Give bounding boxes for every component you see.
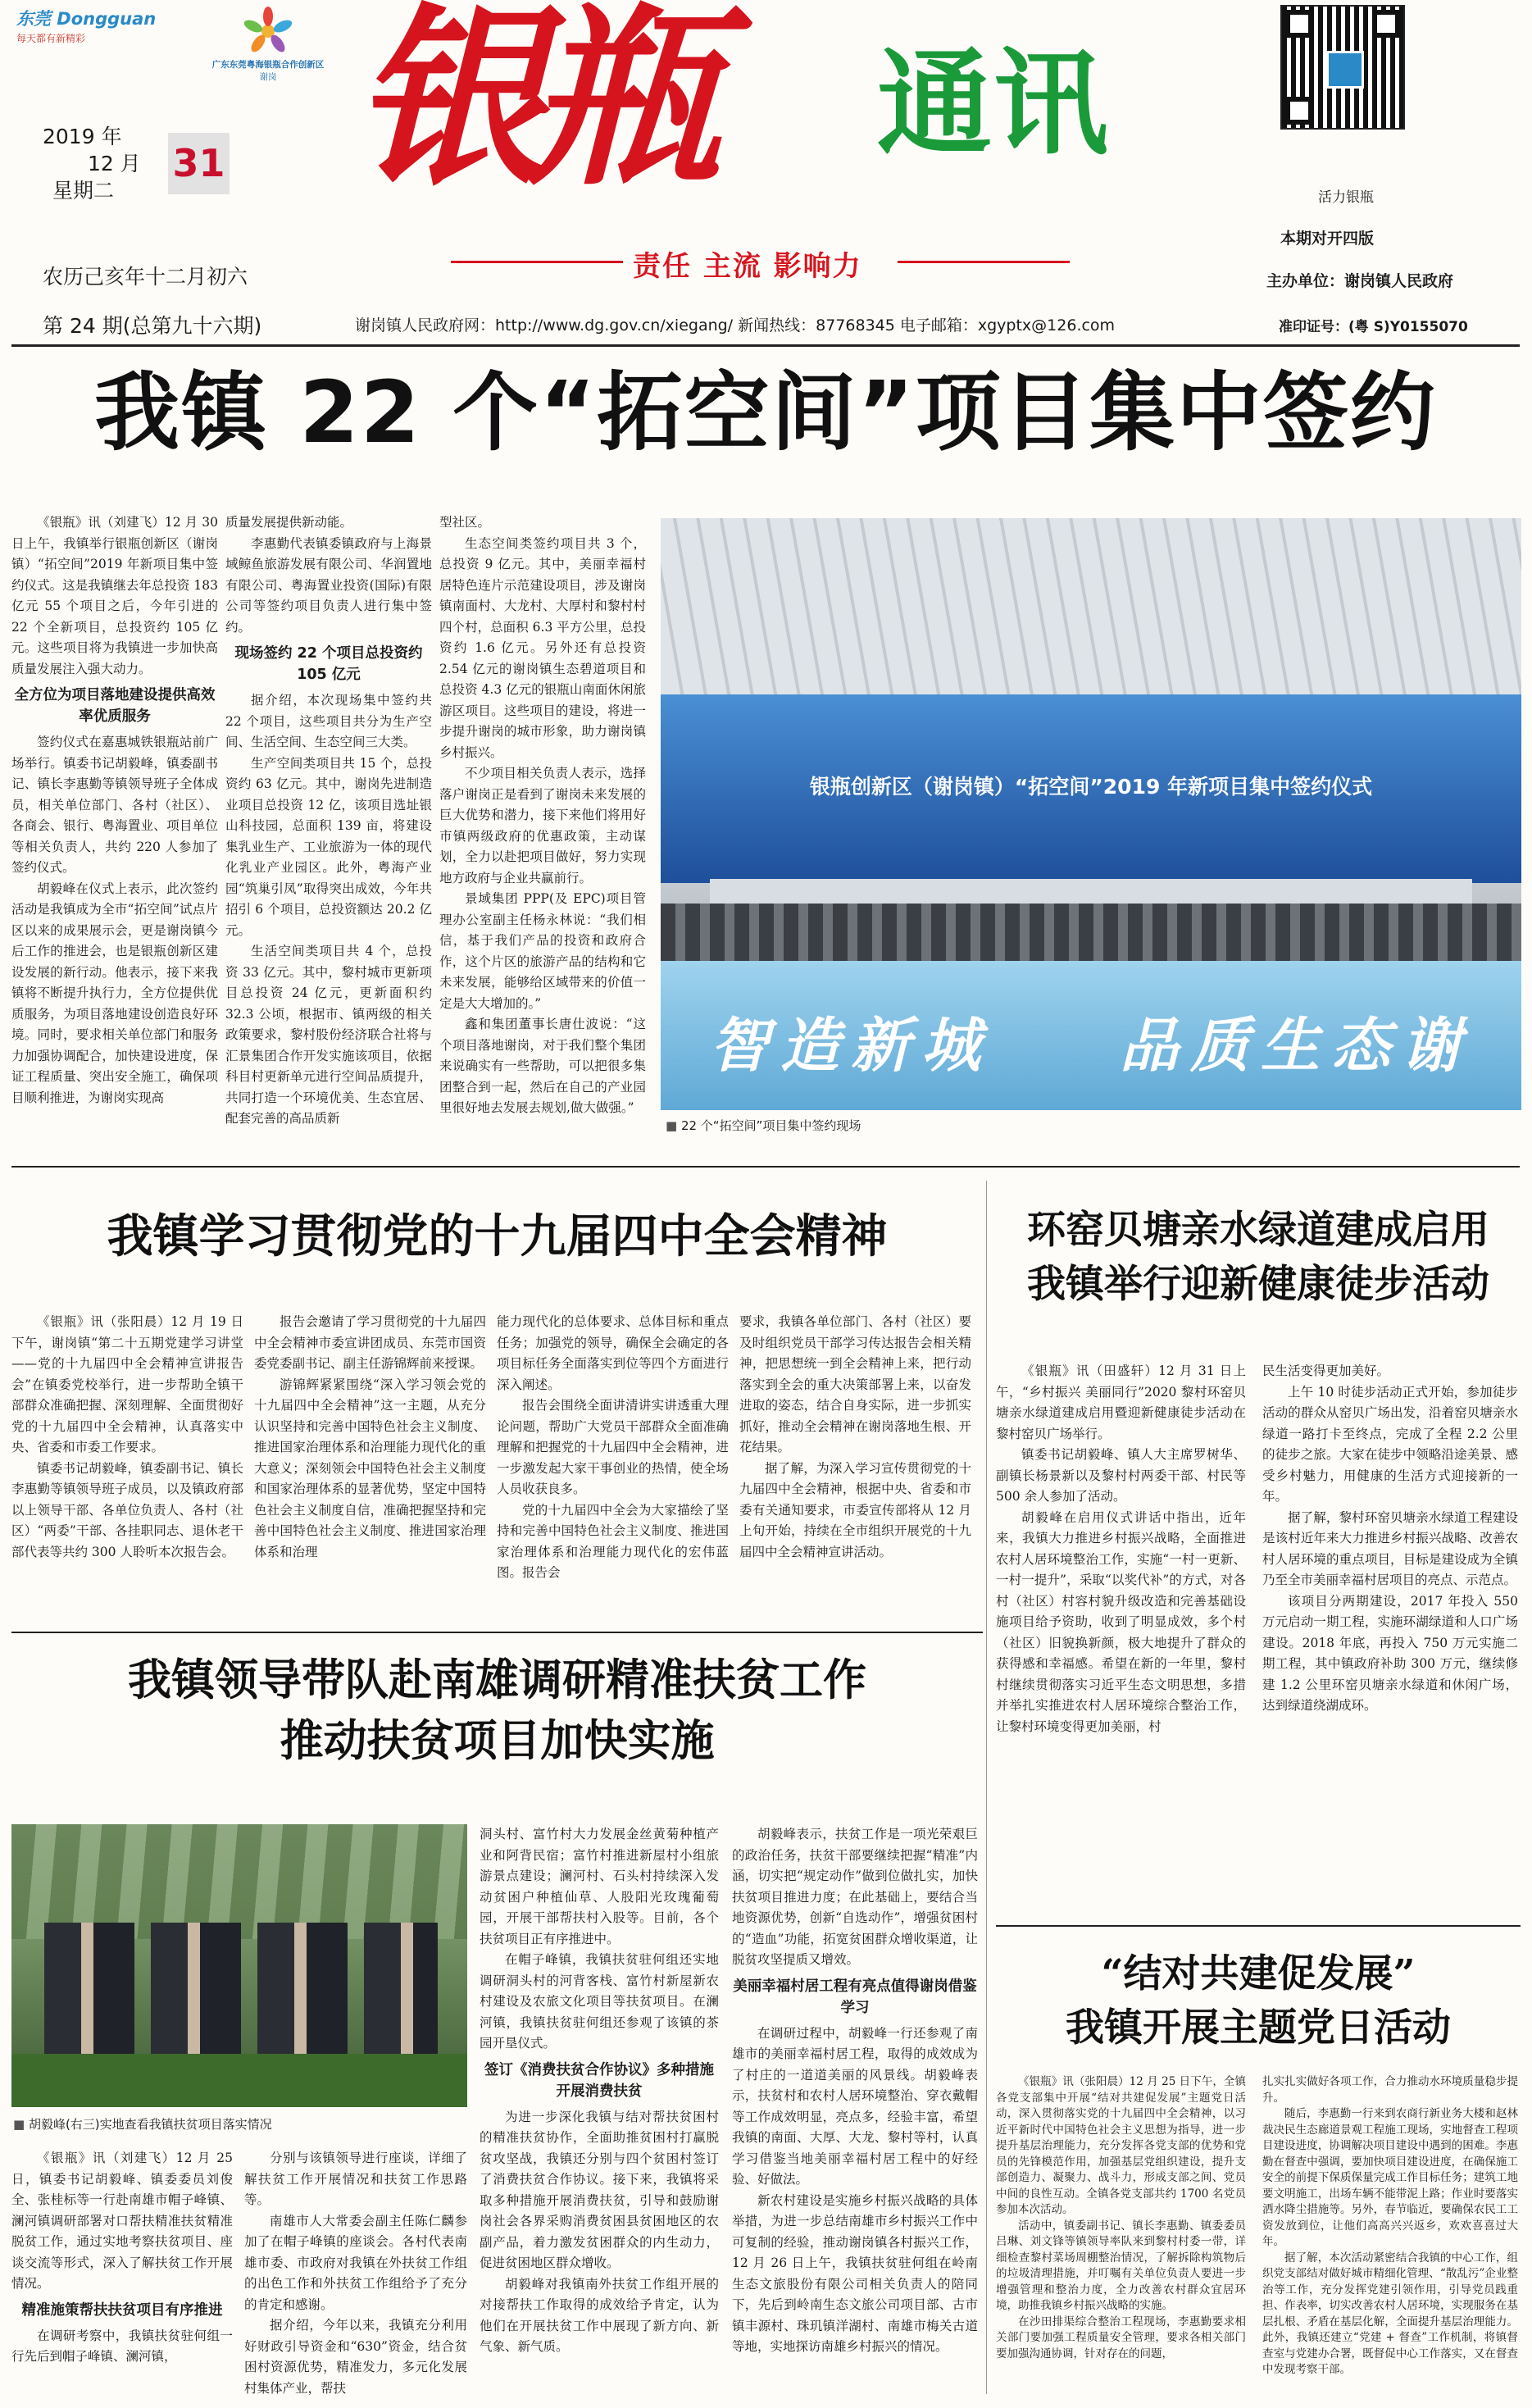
article2-p4: 游锦辉紧紧围绕“深入学习领会党的十九届四中全会精神”这一主题，从充分认识坚持和完善中国特色社会主义制度、推进国家治理体系和治理能力现代化的重大意义；深刻领会中国特色社会主义制度和国家治理体系的显著优势，坚定中国特色社会主义制度自信，准确把握坚持和完善中国特色社会主义制度、推进国家治理体系和治理 [254, 1377, 486, 1559]
slogan-rule-right [898, 261, 1070, 263]
article4-headline-line2: 推动扶贫项目加快实施 [280, 1715, 715, 1766]
article3-p6: 据了解，黎村环窑贝塘亲水绿道工程建设是该村近年来大力推进乡村振兴战略、改善农村人居环境的重点项目，目标是建设成为全镇乃至全市美丽幸福村居项目的亮点、示范点。 [1262, 1509, 1518, 1587]
article1-p2: 签约仪式在嘉惠城铁银瓶站前广场举行。镇委书记胡毅峰，镇委副书记、镇长李惠勤等镇领导班子全体成员，相关单位部门、各村（社区）、各商会、银行、粤海置业、项目单位等相关负责人，共约 220 人参加了签约仪式。 [11, 735, 218, 875]
article3-p1: 《银瓶》讯（田盛轩）12 月 31 日上午，“乡村振兴 美丽同行”2020 黎村环窑贝塘亲水绿道建成启用暨迎新健康徒步活动在黎村窑贝广场举行。 [996, 1363, 1246, 1441]
date-year: 2019 年 [43, 125, 122, 148]
weekday: 星期二 [52, 179, 115, 203]
article1-photo [661, 518, 1521, 1110]
article5-p5: 随后，李惠勤一行来到农商行新业务大楼和赵林裁决民生态廊道景观工程施工现场，实地督查工程项目建设进度，协调解决项目建设中遇到的困难。李惠勤在督查中强调，要加快项目建设进度，在确保施工安全的前提下保质保量完成工作目标任务；建筑工地要文明施工，出场车辆不能带泥上路；作业时要落实洒水降尘措施等。另外，春节临近，要确保农民工工资发放到位，让他们高高兴兴返乡，欢欢喜喜过大年。 [1262, 2107, 1518, 2248]
lunar-date: 农历己亥年十二月初六 [43, 265, 248, 289]
dongguan-logo-text: 东莞 Dongguan [16, 9, 157, 29]
article1-p3: 胡毅峰在仪式上表示，此次签约活动是我镇成为全市“拓空间”试点片区以来的成果展示会，更是谢岗镇今后工作的推进会，也是银瓶创新区建设发展的新行动。他表示，接下来我镇将不断提升执行力，全方位提供优质服务，为项目落地建设创造良好环境。同时，要求相关单位部门和服务力加强协调配合，加快建设进度，保证工程质量、突出安全施工，确保项目顺利推进，为谢岗实现高 [11, 881, 218, 1105]
region-logo-text: 广东东莞粤海银瓶合作创新区 [211, 60, 325, 70]
title-green: 通讯 [877, 38, 1111, 171]
photo-plants [11, 2054, 467, 2107]
article4-headline [11, 1650, 983, 1771]
article2-col1 [11, 1312, 243, 1563]
photo-sign-left: 智造新城 [710, 1011, 993, 1080]
article1-p5: 李惠勤代表镇委镇政府与上海景域鲸鱼旅游发展有限公司、华润置地有限公司、粤海置业投资(国际)有限公司等签约项目负责人进行集中签约。 [225, 535, 432, 635]
article4-p12: 新农村建设是实施乡村振兴战略的具体举措，为进一步总结南雄市乡村振兴工作中可复制的经验，推动谢岗镇各村振兴工作，12 月 26 日上午，我镇扶贫驻何组在岭南生态文旅股份有限公司相关负责人的陪同下，先后到岭南生态文旅公司项目部、古市镇丰源村、珠玑镇洋湖村、南雄市梅关古道等地，实地探访南雄乡村振兴的情况。 [732, 2192, 978, 2354]
article4-caption: ■ 胡毅峰(右三)实地查看我镇扶贫项目落实情况 [13, 2115, 272, 2133]
article3-headline-line2: 我镇举行迎新健康徒步活动 [1027, 1262, 1489, 1307]
article2-p3: 报告会邀请了学习贯彻党的十九届四中全会精神市委宣讲团成员、东莞市国资委党委副书记、副主任游锦辉前来授课。 [254, 1314, 486, 1371]
article3-p3: 胡毅峰在启用仪式讲话中指出，近年来，我镇大力推进乡村振兴战略，全面推进农村人居环境整治工作，实施“一村一更新、一村一提升”，采取“以奖代补”的方式，对各村（社区）村容村貌升级改造和完善基础设施项目给予资助，收到了明显成效，多个村（社区）旧貌换新颜，极大地提升了群众的获得感和幸福感。希望在新的一年里，黎村村继续贯彻落实习近平生态文明思想，多措并举扎实推进农村人居环境综合整治工作，让黎村环境变得更加美丽，村 [996, 1509, 1246, 1734]
article1-p4: 质量发展提供新动能。 [225, 515, 353, 530]
article4-subhead1: 精准施策帮扶扶贫项目有序推进 [21, 2301, 223, 2319]
photo-signing-table [710, 879, 1472, 904]
article1-subhead2: 现场签约 22 个项目总投资约 105 亿元 [234, 645, 423, 683]
article3-p7: 该项目分两期建设，2017 年投入 550 万元启动一期工程，实施环湖绿道和人口广场建设。2018 年底，再投入 750 万元实施二期工程，其中镇政府补助 300 万元，继续修建 1.2 公里环窑贝塘亲水绿道和休闲广场，达到绿道绕湖成环。 [1262, 1593, 1518, 1713]
dongguan-logo [16, 8, 184, 70]
article1-caption: ■ 22 个“拓空间”项目集中签约现场 [666, 1117, 861, 1134]
article5-headline-line2: 我镇开展主题党日活动 [1066, 2005, 1451, 2051]
article1-p9: 型社区。 [439, 515, 491, 530]
article3-p4: 民生活变得更加美好。 [1262, 1363, 1390, 1378]
article5-p2: 活动中，镇委副书记、镇长李惠勤、镇委委员吕琳、刘文锋等镇领导率队来到黎村村委一带，详细检查黎村菜场周棚整治情况，了解拆除构筑物后的垃圾清理措施，并叮嘱有关单位负责人要进一步增强管理和整治力度，全力改善农村群众宜居环境，助推我镇乡村振兴战略的实施。 [996, 2219, 1246, 2312]
article4-p4: 南雄市人大常委会副主任陈仁麟参加了在帽子峰镇的座谈会。各村代表南雄市委、市政府对我镇在外扶贫工作组的出色工作和外扶贫工作组给予了充分的肯定和感谢。 [244, 2213, 467, 2312]
article1-p10: 生态空间类签约项目共 3 个，总投资 9 亿元。其中，美丽幸福村居特色连片示范建设项目，涉及谢岗镇南面村、大龙村、大厚村和黎村村四个村，总面积 6.3 平方公里，总投资约 1.6 亿元。另外还有总投资 2.54 亿元的谢岗镇生态碧道项目和总投资 4.3 亿元的银瓶山南面休闲旅游区项目。这些项目的建设，将进一步提升谢岗的城市形象，助力谢岗镇乡村振兴。 [439, 535, 646, 760]
article4-p8: 为进一步深化我镇与结对帮扶贫困村的精准扶贫协作，全面助推贫困村打赢脱贫攻坚战，我镇还分别与四个贫困村签订了消费扶贫合作协议。接下来，我镇将采取多种措施开展消费扶贫，引导和鼓励谢岗社会各界采购消费贫困县贫困地区的农副产品，着力激发贫困群众的内生动力，促进贫困地区群众增收。 [480, 2109, 719, 2270]
qr-label: 活力银瓶 [1318, 189, 1374, 206]
article4-col2 [244, 2148, 467, 2399]
article4-p11: 在调研过程中，胡毅峰一行还参观了南雄市的美丽幸福村居工程，取得的成效成为了村庄的一道道美丽的风景线。胡毅峰表示，扶贫村和农村人居环境整治、穿衣戴帽等工作成效明显，亮点多，经验丰富，希望我镇的南面、大厚、大龙、黎村等村，认真学习借鉴当地美丽幸福村居工程中的好经验、好做法。 [732, 2025, 978, 2187]
article1-p12: 景域集团 PPP(及 EPC)项目管理办公室副主任杨永林说：“我们相信，基于我们产品的投资和政府合作，这个片区的旅游产品的结构和它未来发展，能够给区域带来的价值一定是大大增加的。” [439, 891, 646, 1011]
article2-col4 [739, 1312, 971, 1563]
article1-col2 [225, 512, 432, 1130]
article3-col1 [996, 1361, 1246, 1737]
photo-tent-roof [661, 518, 1521, 694]
article4-p7: 在帽子峰镇，我镇扶贫驻何组还实地调研洞头村的河背客栈、富竹村新屋新农村建设及农旅文化项目等扶贫项目。在澜河镇，我镇扶贫驻何组还参观了该镇的茶园开垦仪式。 [480, 1952, 719, 2051]
date-month: 12 月 [88, 152, 141, 175]
article4-p9: 胡毅峰对我镇南外扶贫工作组开展的对接帮扶工作取得的成效给予肯定，认为他们在开展扶贫工作中展现了新方向、新气象、新气质。 [480, 2276, 719, 2354]
region-logo [190, 7, 346, 93]
article5-col1 [996, 2074, 1246, 2362]
qr-center-logo-icon [1326, 51, 1364, 89]
article4-photo [11, 1824, 467, 2107]
article4-p1: 《银瓶》讯（刘建飞）12 月 25 日，镇委书记胡毅峰、镇委委员刘俊全、张桂标等一行赴南雄市帽子峰镇、澜河镇调研部署对口帮扶精准扶贫精准脱贫工作，通过实地考察扶贫项目、座谈交流等形式，深入了解扶贫工作开展情况。 [11, 2151, 233, 2291]
slogan-rule-left [451, 261, 623, 263]
slogan: 责任 主流 影响力 [633, 250, 862, 283]
article2-col2 [254, 1312, 486, 1563]
date-day-badge: 31 [168, 133, 230, 194]
article3-p5: 上午 10 时徒步活动正式开始，参加徒步活动的群众从窑贝广场出发，沿着窑贝塘亲水绿道一路打卡至终点，完成了全程 2.2 公里的徒步之旅。大家在徒步中领略沿途美景、感受乡村魅力，用健康的生活方式迎接新的一年。 [1262, 1384, 1518, 1504]
article4-p10: 胡毅峰表示，扶贫工作是一项光荣艰巨的政治任务，扶贫干部要继续把握“精准”内涵，切实把“规定动作”做到位做扎实，加快扶贫项目推进力度；在此基础上，要结合当地资源优势，创新“自选动作”，增强贫困村的“造血”功能，拓宽贫困群众增收渠道，让脱贫攻坚提质又增效。 [732, 1827, 978, 1967]
article4-headline-line1: 我镇领导带队赴南雄调研精准扶贫工作 [128, 1655, 866, 1705]
article2-headline: 我镇学习贯彻党的十九届四中全会精神 [107, 1209, 888, 1263]
article2-p5: 能力现代化的总体要求、总体目标和重点任务；加强党的领导，确保全会确定的各项目标任务全面落实到位等四个方面进行深入阐述。 [497, 1314, 729, 1392]
photo-audience [661, 904, 1521, 961]
photo-sign-right: 品质生态谢 [1120, 1011, 1473, 1080]
article3-headline [996, 1204, 1521, 1312]
article5-p3: 在沙田排渠综合整治工程现场，李惠勤要求相关部门要加强工程质量安全管理，要求各相关部门要加强沟通协调，针对存在的问题， [996, 2315, 1246, 2360]
qr-code[interactable] [1280, 5, 1405, 130]
article3-p2: 镇委书记胡毅峰、镇人大主席罗树华、副镇长杨景新以及黎村村两委干部、村民等 500 余人参加了活动。 [996, 1447, 1246, 1504]
article1-p13: 鑫和集团董事长唐仕波说：“这个项目落地谢岗，对于我们整个集团来说确实有一些帮助，可以把很多集团整合到一起，然后在自己的产业园里很好地去发展去规划,做大做强。” [439, 1017, 646, 1115]
article4-p6: 洞头村、富竹村大力发展金丝黄菊种植产业和阿背民宿；富竹村推进新屋村小组旅游景点建设；澜河村、石头村持续深入发动贫困户种植仙草、人股阳光玫瑰葡萄园，开展干部帮扶村入股等。目前，各个扶贫项目正有序推进中。 [480, 1827, 719, 1946]
article2-p9: 据了解，为深入学习宣传贯彻党的十九届四中全会精神，根据中央、省委和市委有关通知要求，市委宣传部将从 12 月上旬开始，持续在全市组织开展党的十九届四中全会精神宣讲活动。 [739, 1460, 971, 1559]
column-divider-right [986, 1181, 987, 2394]
photo-banner-text: 银瓶创新区（谢岗镇）“拓空间”2019 年新项目集中签约仪式 [809, 775, 1373, 799]
article4-col1 [11, 2148, 233, 2368]
photo-trees [11, 1824, 467, 1939]
article4-subhead3: 签订《消费扶贫合作协议》多种措施开展消费扶贫 [484, 2061, 714, 2100]
article4-col3 [480, 1824, 719, 2358]
website-line: 谢岗镇人民政府网：http://www.dg.gov.cn/xiegang/ 新闻热线：87768345 电子邮箱：xgyptx@126.com [355, 316, 1116, 335]
article5-p4: 扎实扎实做好各项工作，合力推动水环境质量稳步提升。 [1262, 2075, 1518, 2105]
section-divider-1 [11, 1166, 1520, 1168]
article2-p1: 《银瓶》讯（张阳晨）12 月 19 日下午，谢岗镇“第二十五期党建学习讲堂——党的十九届四中全会精神宣讲报告会”在镇委党校举行，进一步帮助全镇干部群众准确把握、深刻理解、全面贯彻好党的十九届四中全会精神，认真落实中央、省委和市委工作要求。 [11, 1314, 243, 1454]
article2-p2: 镇委书记胡毅峰，镇委副书记、镇长李惠勤等镇领导班子成员，以及镇政府部以上领导干部、各单位负责人、各村（社区）“两委”干部、各挂职同志、退休老干部代表等共约 300 人聆听本次报告会。 [11, 1460, 243, 1559]
pages-info: 本期对开四版 [1280, 230, 1375, 248]
article5-col2 [1262, 2074, 1518, 2378]
article3-headline-line1: 环窑贝塘亲水绿道建成启用 [1027, 1208, 1489, 1253]
article2-p7: 党的十九届四中全会为大家描绘了坚持和完善中国特色社会主义制度、推进国家治理体系和治理能力现代化的宏伟蓝图。报告会 [497, 1502, 729, 1580]
article1-subhead1: 全方位为项目落地建设提供高效率优质服务 [14, 687, 216, 725]
article1-p1: 《银瓶》讯（刘建飞）12 月 30 日上午，我镇举行银瓶创新区（谢岗镇）“拓空间”2019 年新项目集中签约仪式。这是我镇继去年总投资 183 亿元 55 个项目之后，今年引进的 22 个全新项目，总投资约 105 亿元。这些项目将为我镇进一步加快高质量发展注入强大动力。 [11, 515, 218, 676]
article4-p2: 在调研考察中，我镇扶贫驻何组一行先后到帽子峰镇、澜河镇， [11, 2328, 233, 2364]
article5-headline-line1: “结对共建促发展” [1101, 1951, 1416, 1996]
dongguan-tagline: 每天都有新精彩 [16, 33, 86, 44]
article4-p3: 分别与该镇领导进行座谈，详细了解扶贫工作开展情况和扶贫工作思路等。 [244, 2151, 467, 2207]
article5-p1: 《银瓶》讯（张阳晨）12 月 25 日下午，全镇各党支部集中开展“结对共建促发展”主题党日活动，深入贯彻落实党的十九届四中全会精神，以习近平新时代中国特色社会主义思想为指导，进一步提升基层治理能力，充分发挥各党支部的优势和党员的先锋模范作用，加强基层党组织建设，提升支部创造力、凝聚力、战斗力，形成支部之间、党员中间的良性互动。全镇各党支部共约 1700 名党员参加本次活动。 [996, 2075, 1246, 2216]
article2-p6: 报告会围绕全面讲清讲实讲透重大理论问题，帮助广大党员干部群众全面准确理解和把握党的十九届四中全会精神，进一步激发起大家干事创业的热情，使全场人员收获良多。 [497, 1398, 729, 1496]
title-red: 银瓶 [352, 0, 705, 212]
article1-col3 [439, 512, 646, 1119]
permit-info: 准印证号：(粤 S)Y0155070 [1279, 319, 1468, 335]
article1-col1 [11, 512, 218, 1108]
issue-number: 第 24 期(总第九十六期) [43, 314, 262, 338]
article4-col4 [732, 1824, 978, 2358]
article4-subhead4: 美丽幸福村居工程有亮点值得谢岗借鉴学习 [733, 1978, 977, 2016]
section-divider-3 [996, 1925, 1521, 1927]
article1-p7: 生产空间类项目共 15 个，总投资约 63 亿元。其中，谢岗先进制造业项目总投资 12 亿，该项目选址银山科技园，总面积 139 亩，将建设集乳业生产、工业旅游为一体的现代化乳业产业园区。此外，粤海产业园“筑巢引凤”取得突出成效，今年共招引 6 个项目，总投资额达 20.2 亿元。 [225, 755, 432, 938]
flower-logo-icon [239, 7, 297, 56]
section-divider-2 [11, 1632, 983, 1633]
article1-p8: 生活空间类项目共 4 个，总投资 33 亿元。其中，黎村城市更新项目总投资 24 亿元，更新面积约 32.3 公顷，根据市、镇两级的相关政策要求，黎村股份经济联合社将与汇景集团合作开发实施该项目，依据科目村更新单元进行空间品质提升，共同打造一个环境优美、生态宜居、配套完善的高品质新 [225, 944, 432, 1126]
article2-col3 [497, 1312, 729, 1584]
article1-p6: 据介绍，本次现场集中签约共 22 个项目，这些项目共分为生产空间、生活空间、生态空间三大类。 [225, 693, 432, 749]
article3-col2 [1262, 1361, 1518, 1717]
region-logo-sub: 谢岗 [259, 72, 277, 82]
sponsor-info: 主办单位：谢岗镇人民政府 [1266, 272, 1454, 290]
article5-p6: 据了解，本次活动紧密结合我镇的中心工作，组织党支部结对做好城市精细化管理、“散乱污”企业整治等工作，充分发挥党建引领作用，引导党员践重担、作表率，切实改善农村人居环境，实现服务在基层扎根、矛盾在基层化解，全面提升基层治理能力。此外，我镇还建立“党建 + 督查”工作机制，将镇督查室与党建办合署，既督促中心工作落实，又在督查中发现考察干部。 [1262, 2251, 1518, 2376]
article1-headline: 我镇 22 个“拓空间”项目集中签约 [94, 362, 1437, 462]
masthead-title [324, 0, 1225, 212]
article2-p8: 要求，我镇各单位部门、各村（社区）要及时组织党员干部学习传达报告会相关精神，把思想统一到全会精神上来，把行动落实到全会的重大决策部署上来，以奋发进取的姿态，结合自身实际，进一步抓实抓好，推动全会精神在谢岗落地生根、开花结果。 [739, 1314, 971, 1454]
article4-p5: 据介绍，今年以来，我镇充分利用好财政引导资金和“630”资金，结合贫困村资源优势，精准发力，多元化发展村集体产业，帮扶 [244, 2318, 467, 2396]
article5-headline [996, 1947, 1521, 2055]
article1-p11: 不少项目相关负责人表示，选择落户谢岗正是看到了谢岗未来发展的巨大优势和潜力，接下来他们将用好市镇两级政府的优惠政策，主动谋划，全力以赴把项目做好，努力实现地方政府与企业共赢前行。 [439, 766, 646, 885]
masthead-divider [11, 344, 1520, 347]
